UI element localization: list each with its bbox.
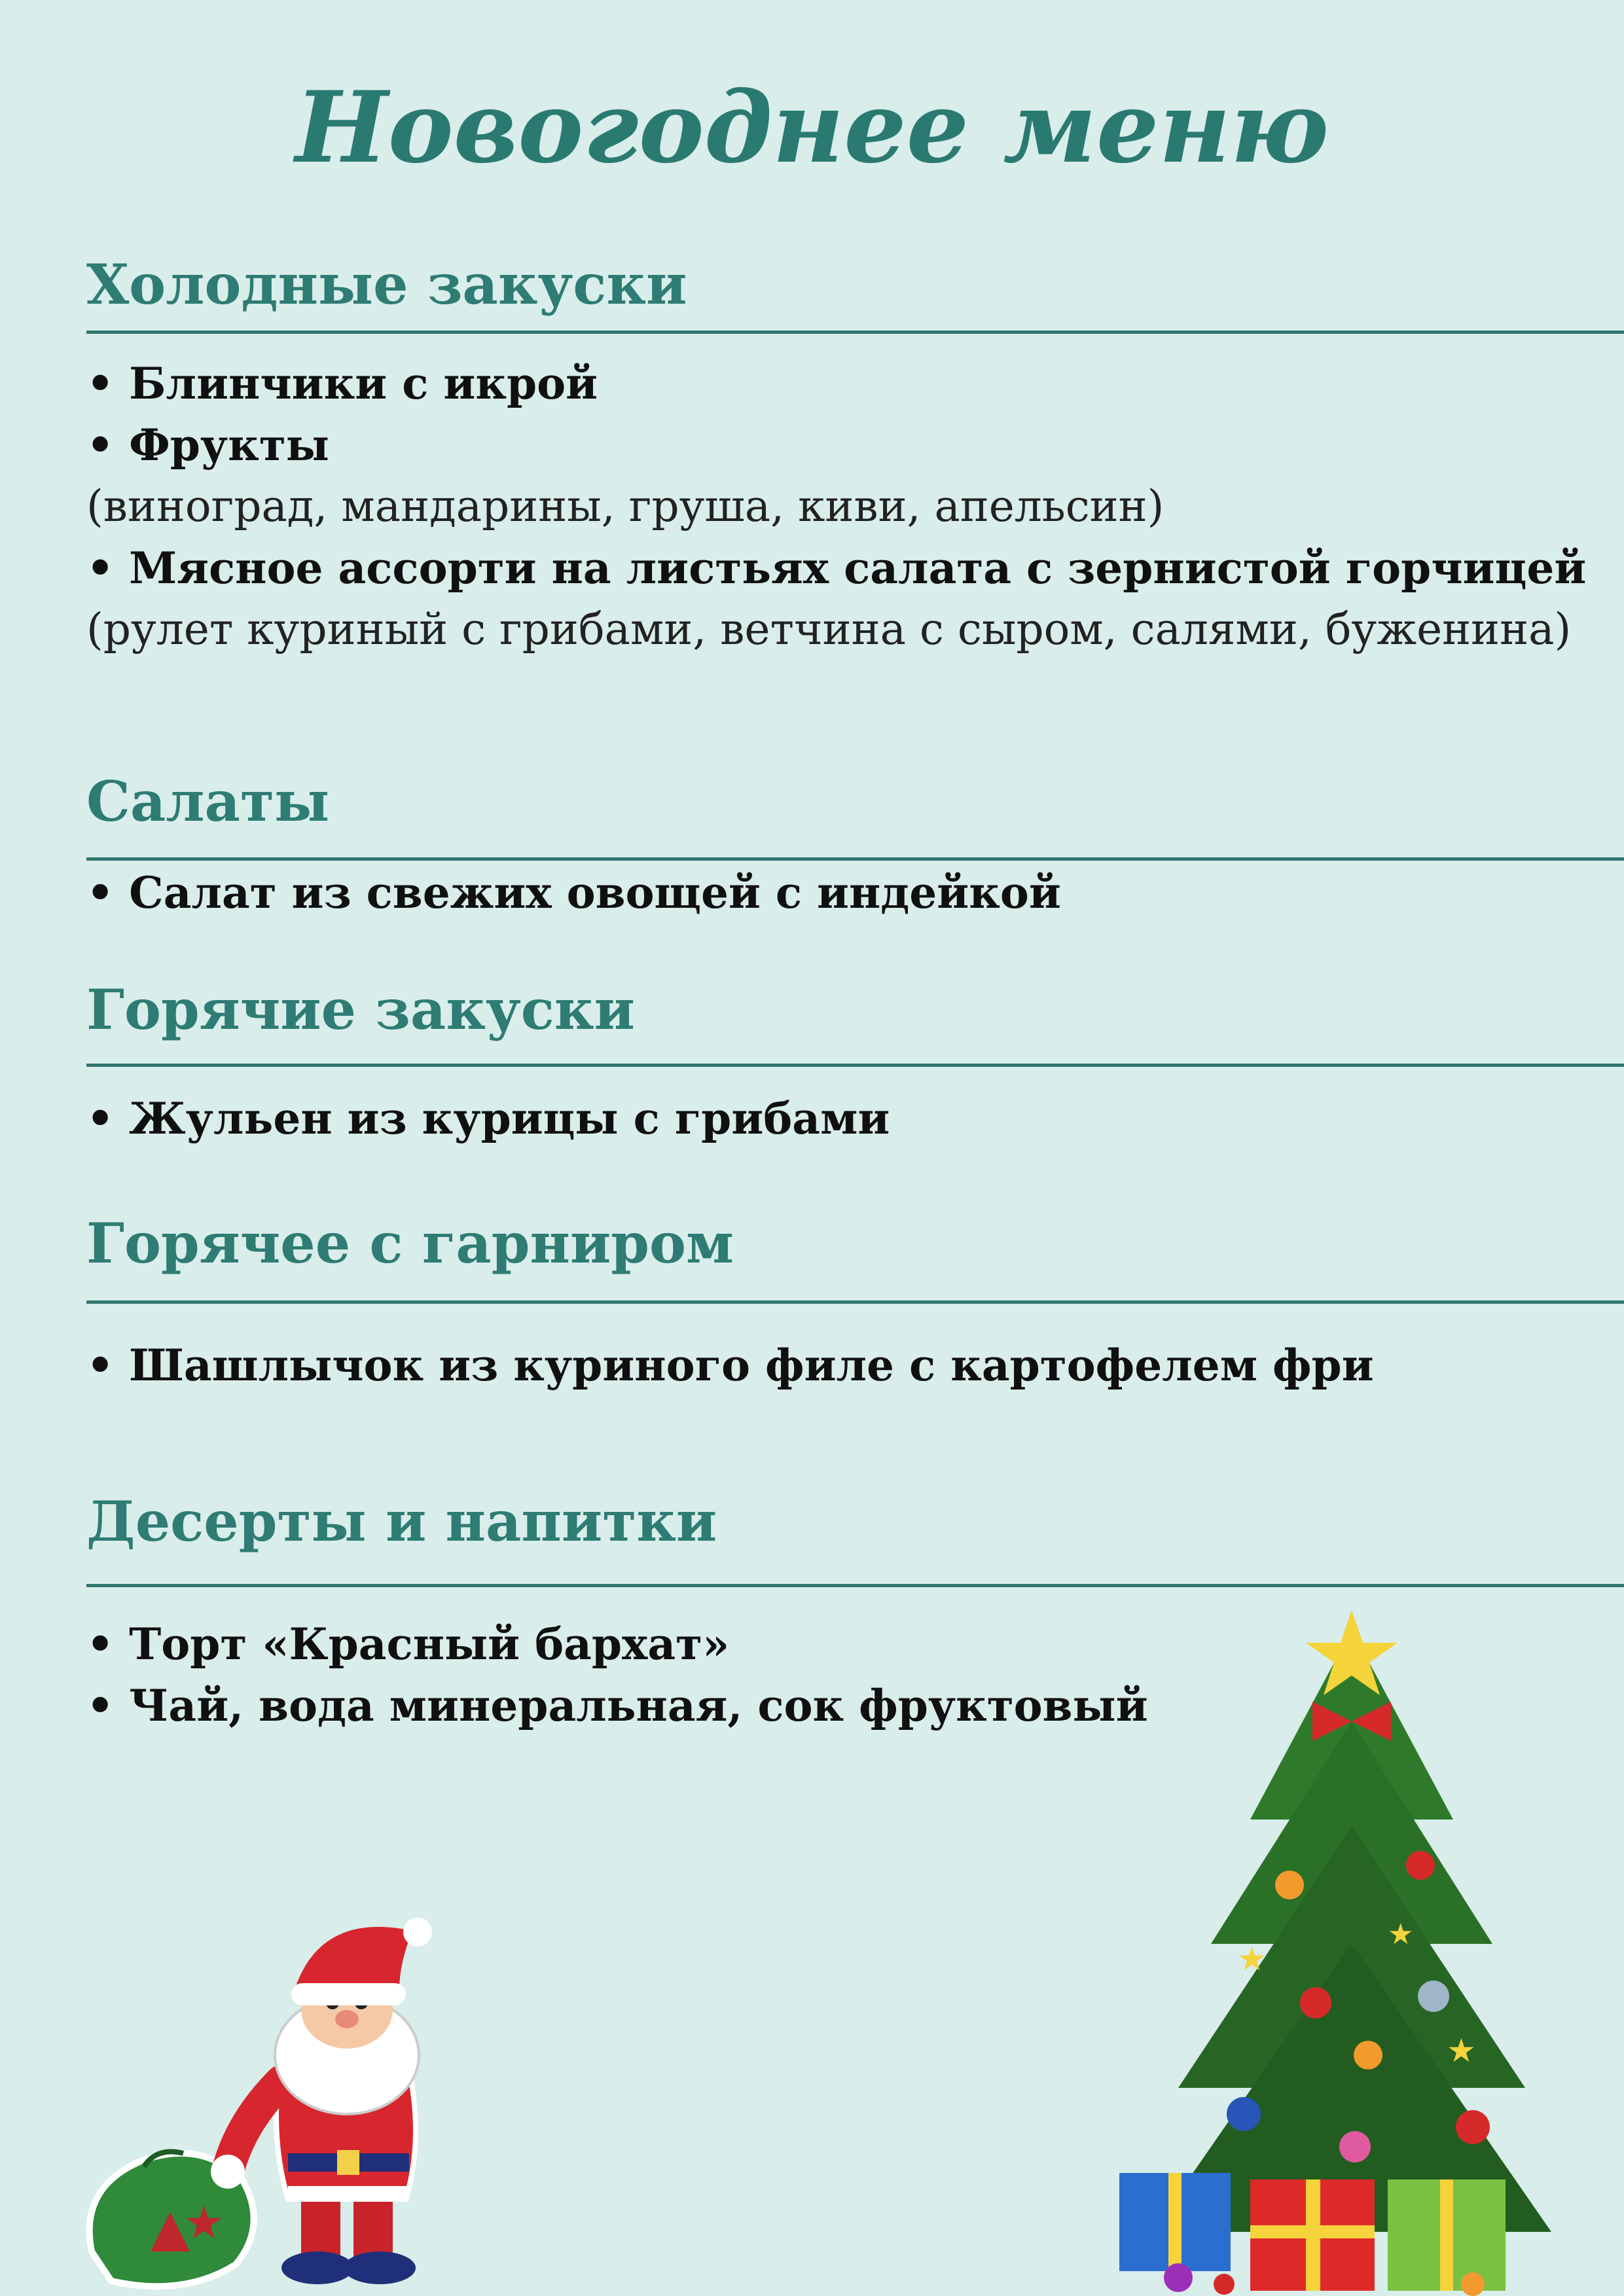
christmas-tree-illustration: [1080, 1604, 1617, 2296]
menu-item: • Жульен из курицы с грибами: [86, 1093, 890, 1144]
section-heading: Десерты и напитки: [86, 1489, 717, 1554]
section-hot-appetizers: [86, 974, 1624, 1170]
section-divider: [86, 1064, 1624, 1067]
santa-claus-illustration: [72, 1885, 504, 2291]
section-salads: [86, 766, 1624, 936]
section-divider: [86, 1584, 1624, 1587]
svg-text:★: ★: [1237, 1940, 1267, 1978]
menu-title: Новогоднее меню: [295, 70, 1329, 185]
section-heading: Горячее с гарниром: [86, 1211, 734, 1276]
section-cold-appetizers: [86, 249, 1624, 668]
section-hot-main: [86, 1208, 1624, 1417]
section-heading: Холодные закуски: [86, 252, 687, 317]
section-divider: [86, 857, 1624, 861]
svg-text:★: ★: [1447, 2032, 1476, 2070]
menu-item: • Салат из свежих овощей с индейкой: [86, 867, 1061, 918]
svg-text:★: ★: [1388, 1918, 1414, 1951]
menu-item: • Мясное ассорти на листьях салата с зернистой горчицей: [86, 543, 1587, 594]
menu-item: • Шашлычок из куриного филе с картофелем фри: [86, 1340, 1374, 1391]
menu-item-note: (виноград, мандарины, груша, киви, апельсин): [86, 481, 1164, 531]
menu-item: • Блинчики с икрой: [86, 358, 598, 409]
menu-item: • Чай, вода минеральная, сок фруктовый: [86, 1680, 1148, 1731]
menu-item-note: (рулет куриный с грибами, ветчина с сыром, салями, буженина): [86, 604, 1572, 655]
svg-text:★: ★: [183, 2196, 225, 2250]
section-heading: Салаты: [86, 769, 330, 834]
menu-item: • Фрукты: [86, 420, 329, 471]
section-heading: Горячие закуски: [86, 977, 635, 1042]
menu-item: • Торт «Красный бархат»: [86, 1619, 730, 1670]
section-divider: [86, 331, 1624, 334]
section-divider: [86, 1300, 1624, 1304]
